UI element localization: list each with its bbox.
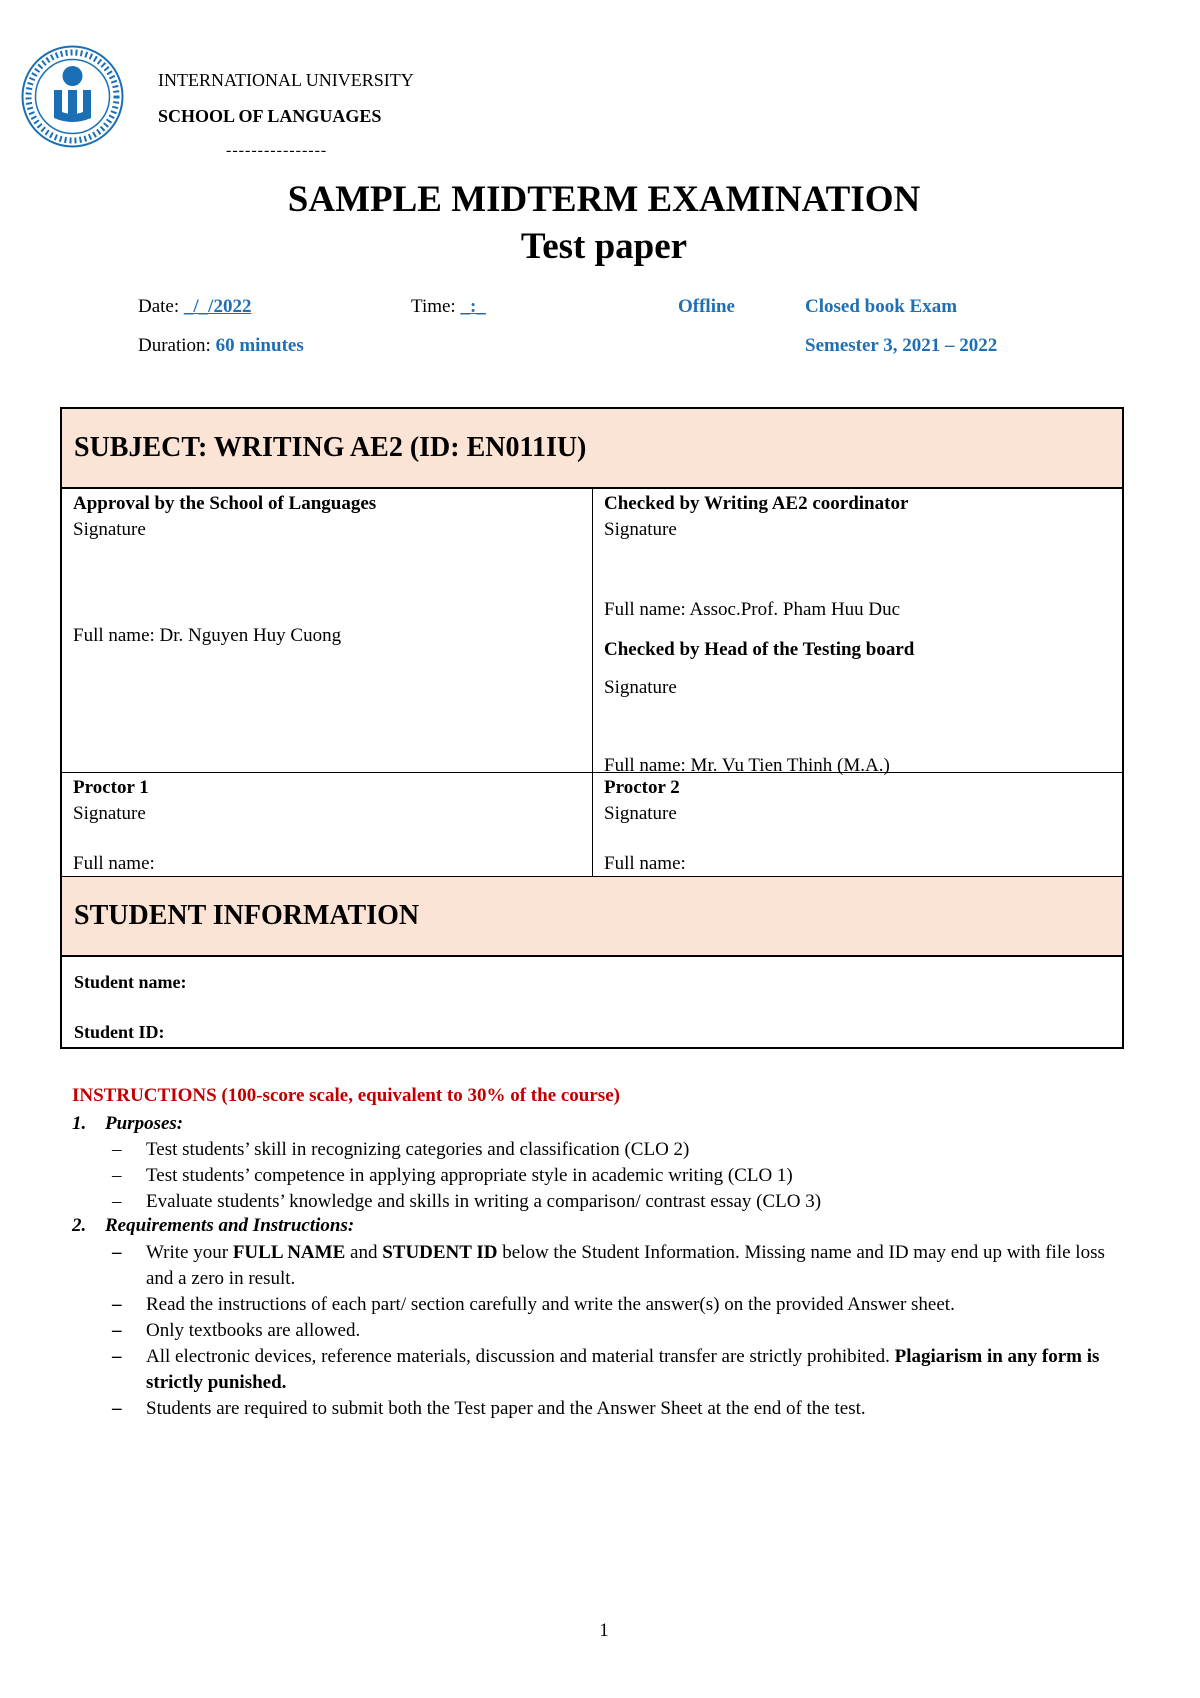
subject-header: SUBJECT: WRITING AE2 (ID: EN011IU) <box>62 409 1122 489</box>
section-2-heading <box>72 1215 354 1237</box>
exam-duration <box>138 335 304 357</box>
dash-bullet: – <box>112 1242 122 1263</box>
list-item <box>112 1344 1134 1396</box>
list-item <box>112 1396 1134 1422</box>
approval-row <box>62 489 1122 776</box>
list-item <box>112 1189 1134 1215</box>
student-name-label: Student name: <box>74 972 187 992</box>
proctor-1-fullname: Full name: <box>73 853 155 874</box>
dash-bullet: – <box>112 1398 122 1419</box>
duration-value: 60 minutes <box>215 335 304 356</box>
exam-info-table <box>60 407 1124 1049</box>
proctor-1-signature-label: Signature <box>73 803 146 824</box>
section-2-number: 2. <box>72 1215 87 1236</box>
dash-bullet: – <box>112 1139 122 1160</box>
dash-bullet: – <box>112 1320 122 1341</box>
dash-bullet: – <box>112 1346 122 1367</box>
university-logo <box>20 44 125 149</box>
dash-bullet: – <box>112 1165 122 1186</box>
list-item <box>112 1163 1134 1189</box>
dash-bullet: – <box>112 1191 122 1212</box>
page-subtitle: Test paper <box>520 226 688 267</box>
exam-mode: Offline <box>678 296 735 317</box>
requirement-text: All electronic devices, reference materials, discussion and material transfer are strictly prohibited. Plagiarism in any form is strictly punished. <box>146 1346 1100 1393</box>
time-label: Time: <box>411 296 461 317</box>
student-info-header: STUDENT INFORMATION <box>62 877 1122 957</box>
proctor-2-fullname: Full name: <box>604 853 686 874</box>
proctor-2-heading: Proctor 2 <box>604 777 680 798</box>
time-value: _:_ <box>460 296 486 317</box>
date-value: _/_/2022 <box>183 296 252 317</box>
proctor-row <box>62 773 1122 877</box>
requirement-text: Write your FULL NAME and STUDENT ID below the Student Information. Missing name and ID may end up with file loss and a zero in result. <box>146 1242 1105 1289</box>
section-1-title: Purposes: <box>105 1113 184 1134</box>
student-id-label: Student ID: <box>74 1022 165 1042</box>
section-2-title: Requirements and Instructions: <box>105 1215 355 1236</box>
header-divider: ---------------- <box>226 142 328 159</box>
coordinator-signature-label: Signature <box>604 519 677 540</box>
proctor-1-heading: Proctor 1 <box>73 777 149 798</box>
student-info-fields <box>62 957 1122 1047</box>
approval-cell <box>62 489 592 772</box>
requirement-text: Students are required to submit both the Test paper and the Answer Sheet at the end of the test. <box>146 1398 866 1419</box>
duration-label: Duration: <box>138 335 216 356</box>
instructions-heading: INSTRUCTIONS (100-score scale, equivalent to 30% of the course) <box>72 1085 620 1106</box>
requirement-text: Read the instructions of each part/ section carefully and write the answer(s) on the provided Answer sheet. <box>146 1294 955 1315</box>
proctor-1-cell <box>62 773 592 876</box>
coordinator-heading: Checked by Writing AE2 coordinator <box>604 493 909 514</box>
page-title: SAMPLE MIDTERM EXAMINATION <box>287 179 921 220</box>
school-name: SCHOOL OF LANGUAGES <box>158 106 382 126</box>
purpose-text: Evaluate students’ knowledge and skills in writing a comparison/ contrast essay (CLO 3) <box>146 1191 822 1212</box>
section-1-number: 1. <box>72 1113 87 1134</box>
page-number: 1 <box>599 1620 609 1641</box>
purpose-text: Test students’ competence in applying appropriate style in academic writing (CLO 1) <box>146 1165 793 1186</box>
list-item <box>112 1240 1134 1292</box>
testing-board-signature-label: Signature <box>604 677 677 698</box>
approval-heading: Approval by the School of Languages <box>73 493 377 514</box>
exam-date <box>138 296 251 318</box>
date-label: Date: <box>138 296 184 317</box>
approval-fullname: Full name: Dr. Nguyen Huy Cuong <box>73 625 342 646</box>
list-item <box>112 1292 1134 1318</box>
coordinator-fullname: Full name: Assoc.Prof. Pham Huu Duc <box>604 599 901 620</box>
exam-type: Closed book Exam <box>805 296 958 317</box>
list-item <box>112 1318 1134 1344</box>
exam-semester: Semester 3, 2021 – 2022 <box>805 335 998 356</box>
requirement-text: Only textbooks are allowed. <box>146 1320 361 1341</box>
approval-signature-label: Signature <box>73 519 146 540</box>
testing-board-heading: Checked by Head of the Testing board <box>604 639 915 660</box>
testing-board-fullname: Full name: Mr. Vu Tien Thinh (M.A.) <box>604 755 890 776</box>
section-1-heading <box>72 1113 183 1135</box>
proctor-2-cell <box>592 773 1122 876</box>
proctor-2-signature-label: Signature <box>604 803 677 824</box>
university-name: INTERNATIONAL UNIVERSITY <box>158 70 414 90</box>
checked-cell <box>592 489 1122 776</box>
international-university-seal-icon <box>20 44 125 149</box>
list-item <box>112 1137 1134 1163</box>
dash-bullet: – <box>112 1294 122 1315</box>
exam-time <box>411 296 486 318</box>
purpose-text: Test students’ skill in recognizing categories and classification (CLO 2) <box>146 1139 690 1160</box>
